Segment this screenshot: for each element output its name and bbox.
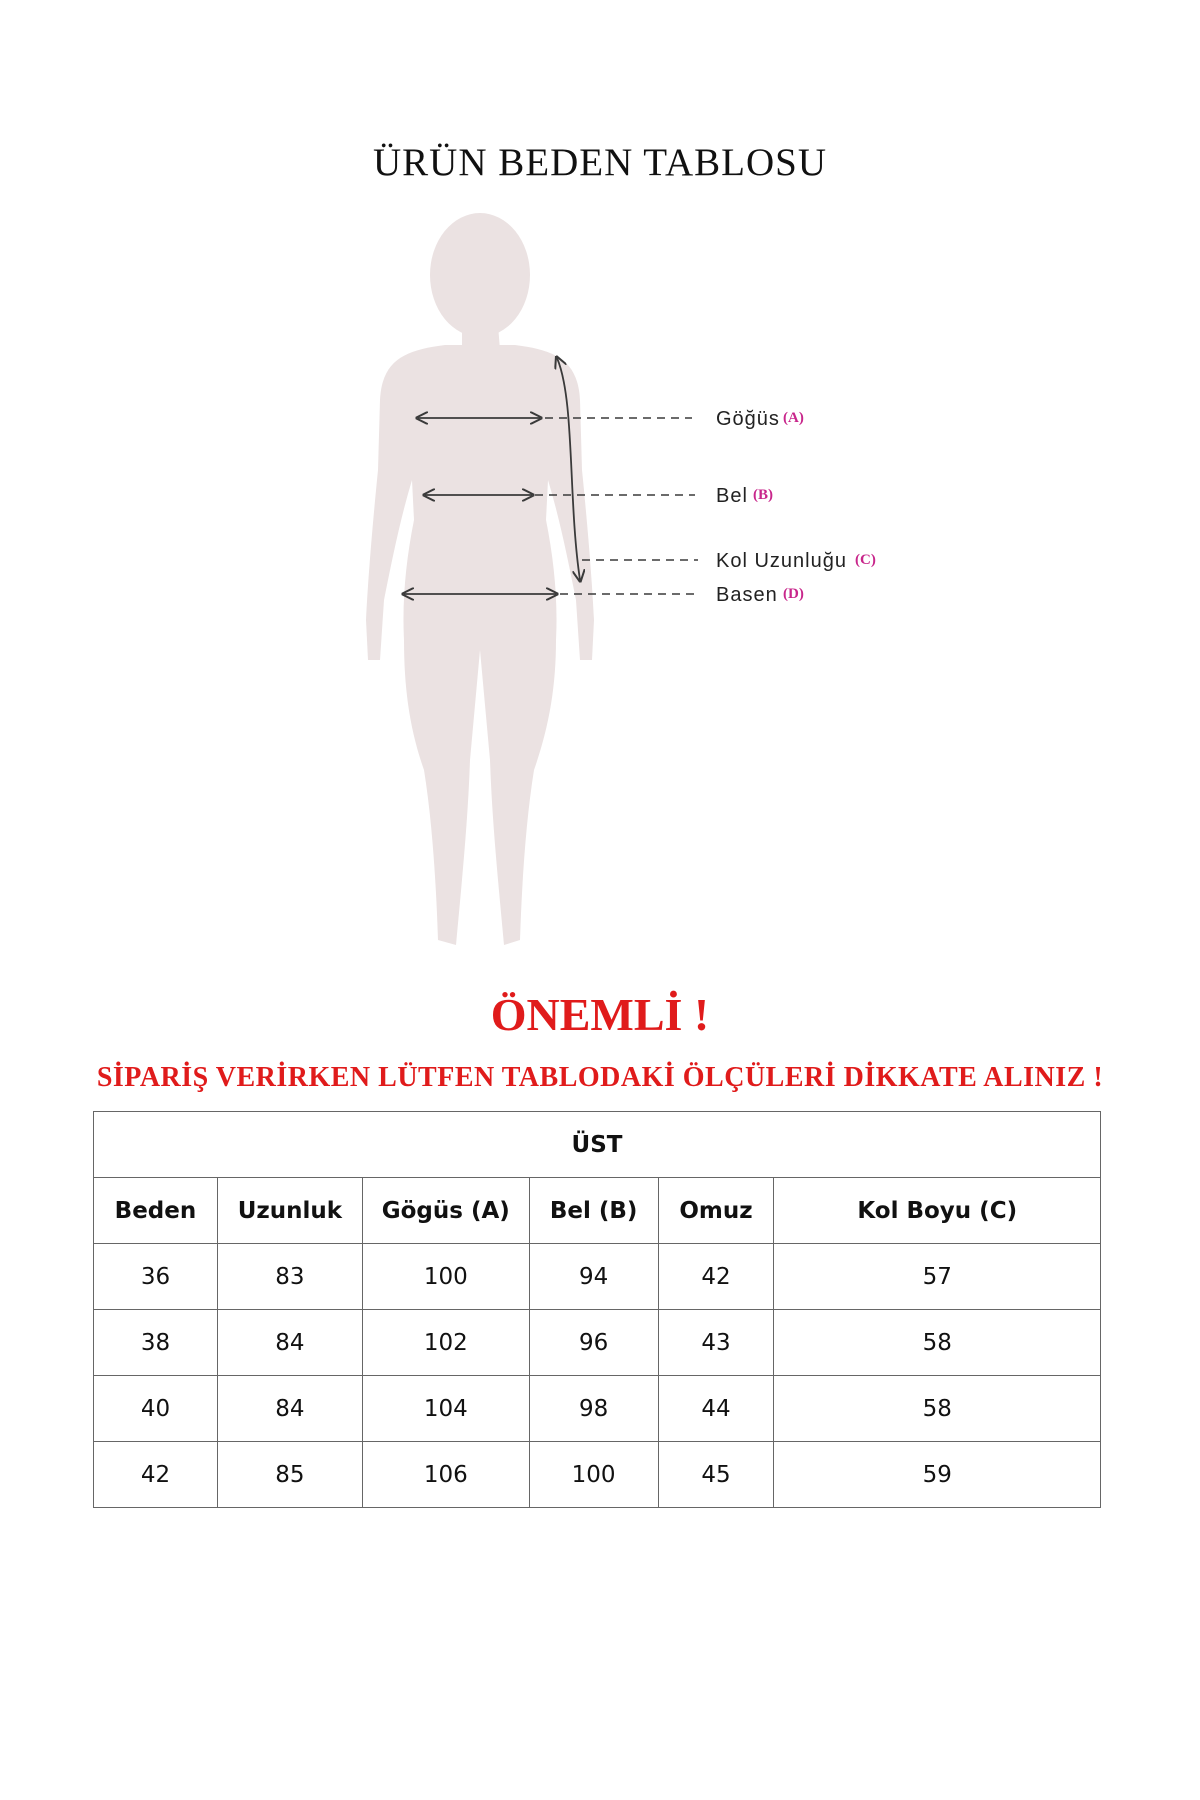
table-cell: 42 [658,1244,774,1310]
table-cell: 84 [217,1310,362,1376]
table-cell: 98 [529,1376,658,1442]
table-cell: 58 [774,1310,1101,1376]
column-header: Kol Boyu (C) [774,1178,1101,1244]
table-cell: 44 [658,1376,774,1442]
table-row [94,1310,1101,1376]
table-cell: 104 [362,1376,529,1442]
label-bel: Bel [716,485,748,507]
table-cell: 94 [529,1244,658,1310]
table-cell: 83 [217,1244,362,1310]
table-cell: 85 [217,1442,362,1508]
table-row [94,1376,1101,1442]
table-cell: 58 [774,1376,1101,1442]
size-table [93,1111,1101,1508]
table-cell: 43 [658,1310,774,1376]
table-row [94,1244,1101,1310]
table-cell: 100 [529,1442,658,1508]
table-row [94,1442,1101,1508]
table-cell: 59 [774,1442,1101,1508]
column-header: Omuz [658,1178,774,1244]
page-title: ÜRÜN BEDEN TABLOSU [372,141,827,184]
table-cell: 38 [94,1310,218,1376]
table-cell: 84 [217,1376,362,1442]
table-cell: 102 [362,1310,529,1376]
body-silhouette [366,213,594,945]
label-bel-mark: (B) [753,487,773,503]
table-cell: 57 [774,1244,1101,1310]
table-cell: 96 [529,1310,658,1376]
table-cell: 45 [658,1442,774,1508]
table-cell: 100 [362,1244,529,1310]
label-kol-uzunlugu-mark: (C) [855,552,876,568]
label-gogus-mark: (A) [783,410,804,426]
table-section-title: ÜST [94,1112,1101,1178]
table-header-row [94,1178,1101,1244]
label-basen: Basen [716,584,778,606]
table-cell: 40 [94,1376,218,1442]
column-header: Uzunluk [217,1178,362,1244]
column-header: Bel (B) [529,1178,658,1244]
table-cell: 106 [362,1442,529,1508]
table-section-row [94,1112,1101,1178]
table-cell: 36 [94,1244,218,1310]
column-header: Beden [94,1178,218,1244]
column-header: Gögüs (A) [362,1178,529,1244]
label-kol-uzunlugu: Kol Uzunluğu [716,550,847,572]
important-heading: ÖNEMLİ ! [490,989,710,1040]
label-basen-mark: (D) [783,586,804,602]
label-gogus: Göğüs [716,408,780,430]
warning-text: SİPARİŞ VERİRKEN LÜTFEN TABLODAKİ ÖLÇÜLERİ DİKKATE ALINIZ ! [96,1062,1104,1093]
table-cell: 42 [94,1442,218,1508]
